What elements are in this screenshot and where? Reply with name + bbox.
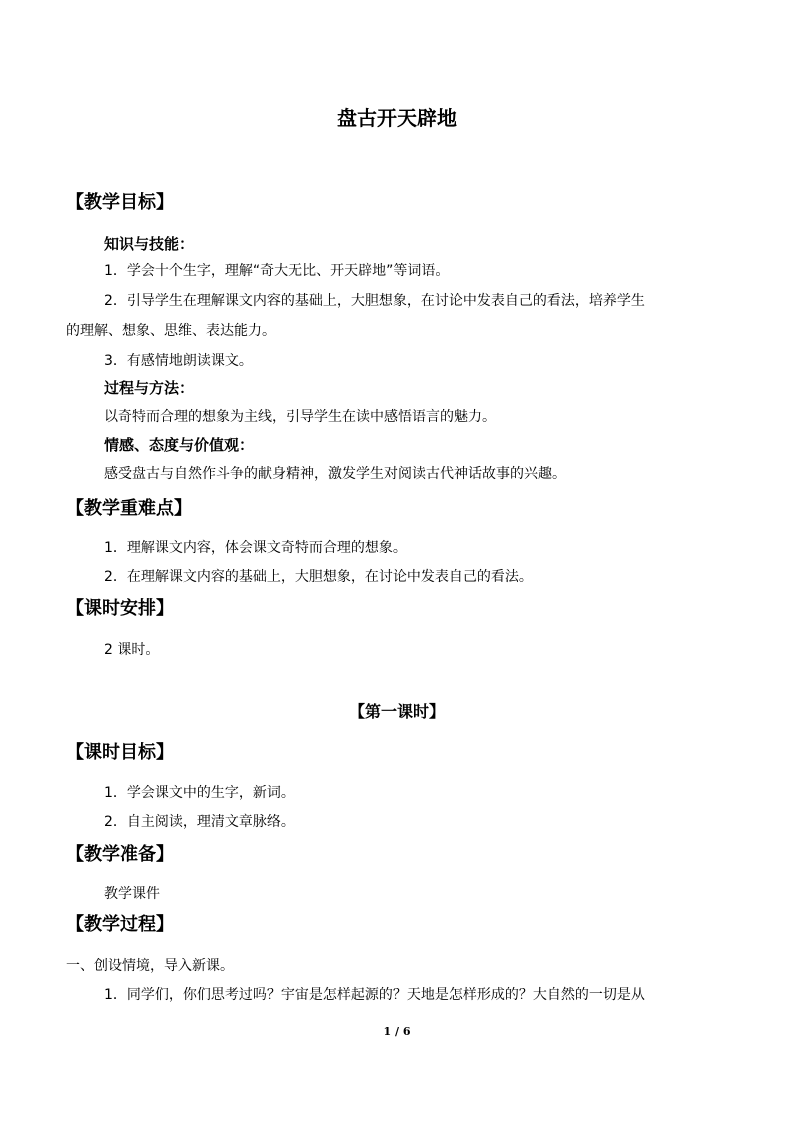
subheading-emotion-values: 情感、态度与价值观：: [104, 436, 255, 454]
heading-preparation: 【教学准备】: [66, 844, 174, 865]
key-point-item: 1．理解课文内容，体会课文奇特而合理的想象。: [104, 540, 407, 556]
page-number: 1 / 6: [383, 1025, 411, 1038]
procedure-step: 一、创设情境，导入新课。: [66, 958, 234, 974]
heading-procedure: 【教学过程】: [66, 914, 174, 935]
heading-key-points: 【教学重难点】: [66, 498, 192, 519]
objective-item: 2．引导学生在理解课文内容的基础上，大胆想象，在讨论中发表自己的看法，培养学生: [104, 293, 645, 309]
schedule-text: 2 课时。: [104, 642, 160, 658]
objective-item-continued: 的理解、想象、思维、表达能力。: [66, 323, 276, 339]
emotion-text: 感受盘古与自然作斗争的献身精神，激发学生对阅读古代神话故事的兴趣。: [104, 466, 566, 482]
process-text: 以奇特而合理的想象为主线，引导学生在读中感悟语言的魅力。: [104, 409, 496, 425]
subheading-knowledge-skills: 知识与技能：: [104, 235, 195, 253]
lesson-goal-item: 2．自主阅读，理清文章脉络。: [104, 814, 295, 830]
heading-lesson-one: 【第一课时】: [348, 702, 445, 721]
lesson-goal-item: 1．学会课文中的生字，新词。: [104, 785, 295, 801]
document-title: 盘古开天辟地: [337, 106, 457, 130]
subheading-process-method: 过程与方法：: [104, 379, 195, 397]
heading-schedule: 【课时安排】: [66, 598, 174, 619]
heading-lesson-goals: 【课时目标】: [66, 742, 174, 763]
procedure-step-item: 1．同学们，你们思考过吗？宇宙是怎样起源的？天地是怎样形成的？大自然的一切是从: [104, 987, 645, 1003]
objective-item: 3．有感情地朗读课文。: [104, 353, 253, 369]
objective-item: 1．学会十个生字，理解“奇大无比、开天辟地”等词语。: [104, 263, 450, 279]
key-point-item: 2．在理解课文内容的基础上，大胆想象，在讨论中发表自己的看法。: [104, 569, 533, 585]
heading-teaching-objectives: 【教学目标】: [66, 192, 174, 213]
preparation-text: 教学课件: [104, 886, 160, 902]
